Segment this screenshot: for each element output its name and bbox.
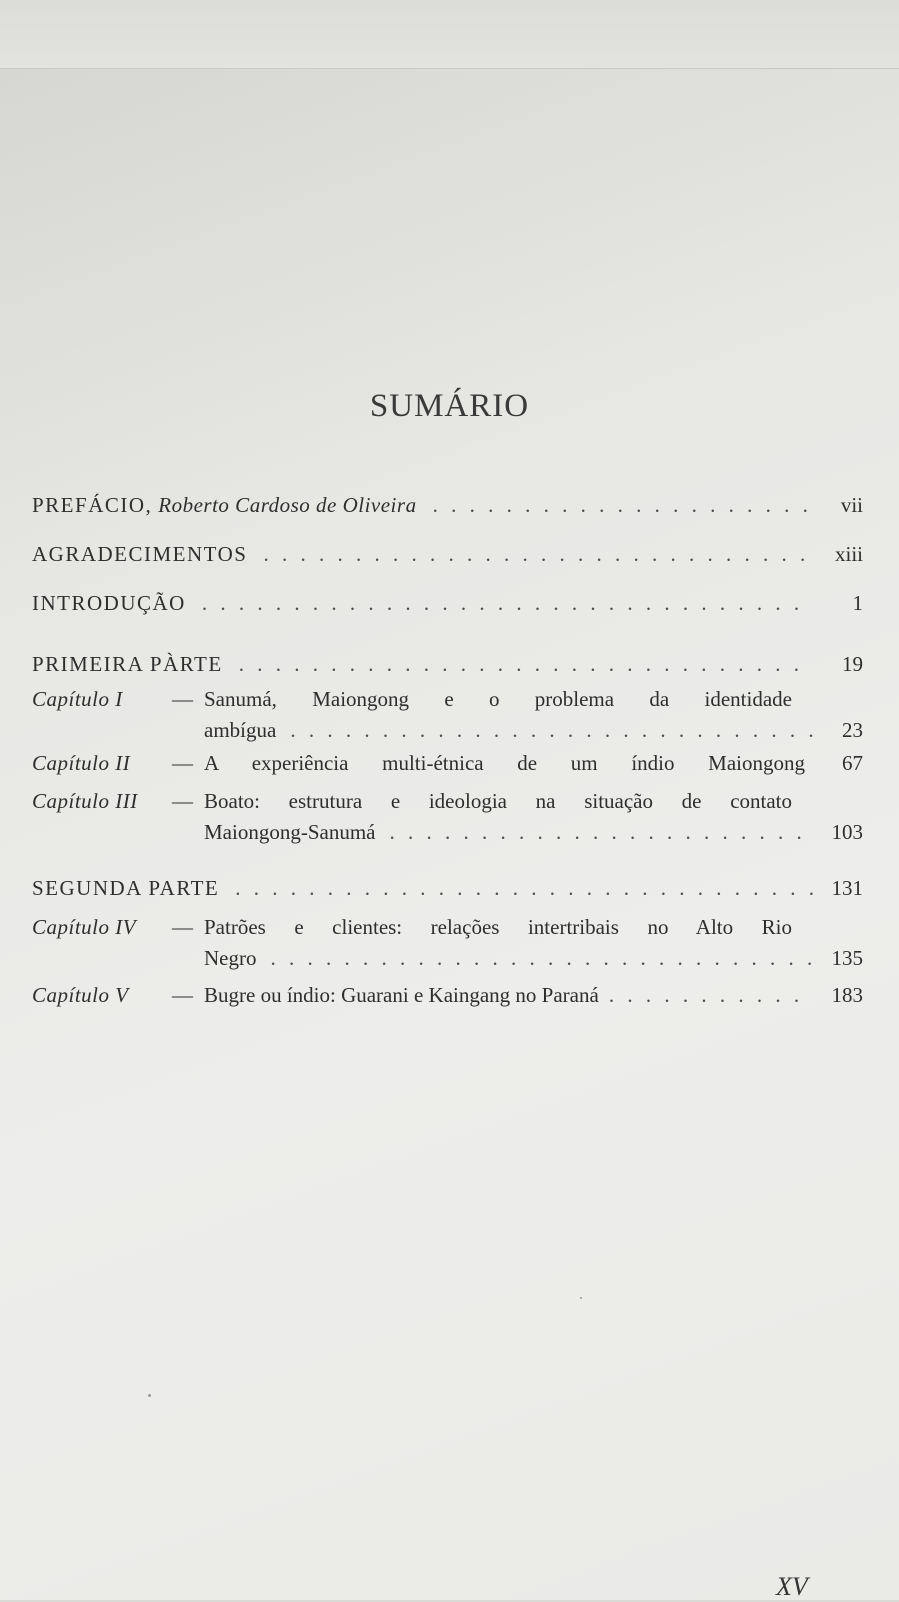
toc-page-number: 67 xyxy=(842,751,863,775)
toc-page-number: 183 xyxy=(831,983,863,1007)
paper-speck xyxy=(148,1394,151,1397)
toc-entry-prefacio xyxy=(32,492,863,518)
em-dash: — xyxy=(172,915,193,939)
chapter-label: Capítulo I xyxy=(32,687,123,711)
em-dash: — xyxy=(172,687,193,711)
toc-part-label: SEGUNDA PARTE xyxy=(32,876,220,900)
dot-leader xyxy=(389,817,813,848)
toc-page-number: 103 xyxy=(831,820,863,844)
em-dash: — xyxy=(172,983,193,1007)
chapter-title-line2: ambígua xyxy=(204,718,277,742)
chapter-title-line2: Maiongong-Sanumá xyxy=(204,820,376,844)
toc-chapter-2 xyxy=(32,748,863,779)
toc-page-number: vii xyxy=(840,493,863,517)
dot-leader xyxy=(239,651,813,677)
em-dash: — xyxy=(172,751,193,775)
dot-leader xyxy=(235,875,813,901)
paper-speck xyxy=(580,1297,582,1299)
toc-entry-label: INTRODUÇÃO xyxy=(32,591,186,615)
toc-chapter-4 xyxy=(32,912,863,974)
chapter-title-line1: Patrões e clientes: relações intertribais no Alto Rio xyxy=(204,915,792,939)
chapter-title-line2: Negro xyxy=(204,946,257,970)
toc-chapter-3 xyxy=(32,786,863,848)
toc-chapter-5 xyxy=(32,980,863,1011)
chapter-title-line1: Bugre ou índio: Guarani e Kaingang no Paraná xyxy=(204,983,599,1007)
dot-leader xyxy=(263,541,813,567)
chapter-title-line1: Sanumá, Maiongong e o problema da identidade xyxy=(204,687,792,711)
toc-entry-author: Roberto Cardoso de Oliveira xyxy=(158,493,417,517)
toc-entry-introducao xyxy=(32,590,863,616)
chapter-label: Capítulo IV xyxy=(32,915,137,939)
dot-leader xyxy=(270,943,813,974)
chapter-title-line1: Boato: estrutura e ideologia na situação de contato xyxy=(204,789,792,813)
toc-page-number: 19 xyxy=(842,652,863,676)
page-folio: XV xyxy=(776,1572,808,1601)
toc-page-number: 135 xyxy=(831,946,863,970)
chapter-title-line1: A experiência multi-étnica de um índio Maiongong xyxy=(204,751,805,775)
toc-entry-label: AGRADECIMENTOS xyxy=(32,542,248,566)
page-title: SUMÁRIO xyxy=(369,388,530,424)
dot-leader xyxy=(202,590,813,616)
toc-page-number: 23 xyxy=(842,718,863,742)
toc-page-number: 1 xyxy=(852,591,863,615)
dot-leader xyxy=(433,492,813,518)
chapter-label: Capítulo V xyxy=(32,983,129,1007)
dot-leader xyxy=(290,715,813,746)
toc-entry-label: PREFÁCIO, xyxy=(32,493,153,517)
chapter-label: Capítulo III xyxy=(32,789,138,813)
toc-part-label: PRIMEIRA PÀRTE xyxy=(32,652,223,676)
toc-page-number: xiii xyxy=(834,542,863,566)
toc-chapter-1 xyxy=(32,684,863,746)
chapter-label: Capítulo II xyxy=(32,751,131,775)
toc-part-segunda xyxy=(32,875,863,901)
toc-page-number: 131 xyxy=(831,876,863,900)
previous-page-edge xyxy=(0,0,899,70)
dot-leader xyxy=(609,980,813,1011)
toc-entry-agradecimentos xyxy=(32,541,863,567)
em-dash: — xyxy=(172,789,193,813)
toc-part-primeira xyxy=(32,651,863,677)
